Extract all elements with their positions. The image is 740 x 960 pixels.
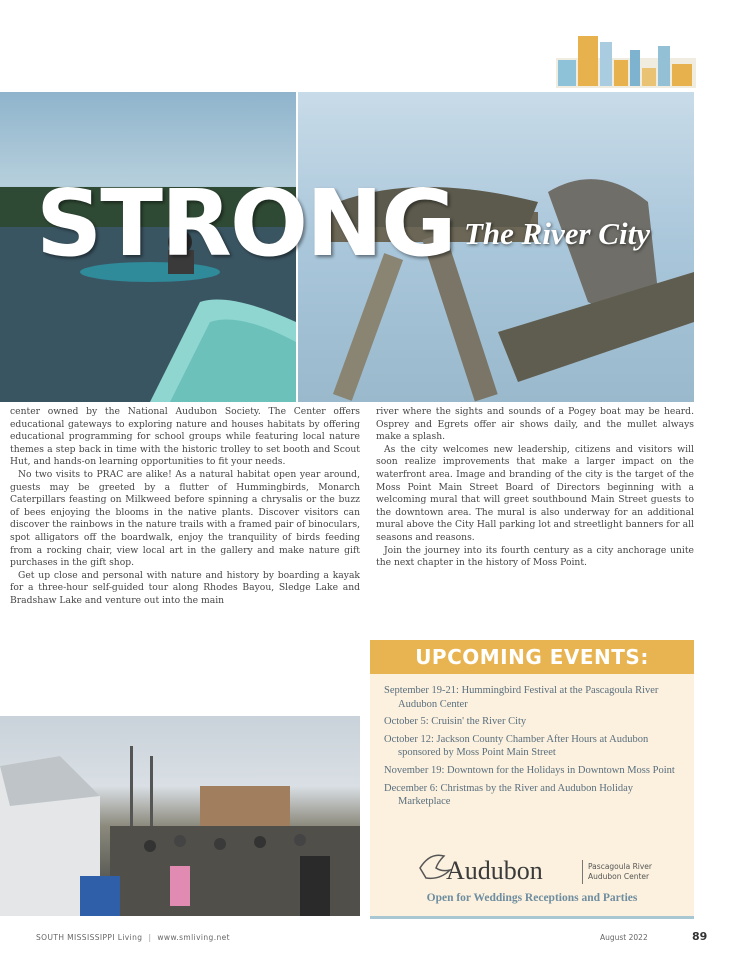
event-text: October 12: Jackson County Chamber After Hours at Audubon sponsored by Moss Point Main Street: [384, 733, 649, 759]
event-item: [384, 782, 684, 809]
article-paragraph: river where the sights and sounds of a Pogey boat may be heard. Osprey and Egrets offer air shows daily, and the mullet always make a splash.: [376, 406, 694, 443]
publication-name: SOUTH MISSISSIPPI Living: [36, 933, 143, 942]
events-tagline: Open for Weddings Receptions and Parties: [426, 892, 638, 904]
event-text: October 5: Cruisin' the River City: [384, 716, 527, 728]
upcoming-events-header: [370, 640, 694, 674]
article-paragraph: As the city welcomes new leadership, citizens and visitors will soon realize improvements that make a larger impact on the waterfront area. Image and branding of the city is the target of the Moss Point Main Street Board of Directors beginning with a welcoming mural that will greet southbound Main Street guests to the downtown area. The mural is also underway for an additional mural above the City Hall parking lot and streetlight banners for all seasons and reasons.: [376, 443, 694, 543]
footer-publication: [36, 933, 230, 942]
article-paragraph: No two visits to PRAC are alike! As a natural habitat open year around, guests may be greeted by a flutter of Hummingbirds, Monarch Caterpillars feasting on Milkweed before spinning a chrysalis or the buzz of bees enjoying the blooms in the native plants. Discover visitors can discover the rainbows in the nature trails with a framed pair of binoculars, spot alligators off the boardwalk, enjoy the tranquility of birds feeding from a rocking chair, view local art in the gallery and make nature gift purchases in the gift shop.: [10, 468, 360, 569]
article-paragraph: center owned by the National Audubon Society. The Center offers educational gateways to exploring nature and houses habitats by offering educational programming for school groups while featuring local nature themes a step back in time with the historic trolley to set booth and Scout Hut, and hands-on learning opportunities to fit your needs.: [10, 406, 360, 468]
audubon-name: Audubon: [446, 856, 543, 885]
article-right-column: [376, 406, 694, 570]
hero-title: STRONG: [36, 170, 455, 277]
event-item: [384, 715, 684, 729]
event-item: [384, 764, 684, 778]
festival-crowd-photo: [0, 716, 360, 916]
upcoming-events-box: [370, 674, 694, 919]
event-text: November 19: Downtown for the Holidays in Downtown Moss Point: [384, 764, 675, 776]
page-number: 89: [692, 930, 708, 943]
audubon-subtitle-line1: Pascagoula River: [588, 862, 653, 871]
event-text: December 6: Christmas by the River and Audubon Holiday Marketplace: [384, 782, 634, 808]
event-text: September 19-21: Hummingbird Festival at the Pascagoula River Audubon Center: [384, 685, 659, 710]
event-item: [384, 684, 684, 711]
logo-divider: [582, 860, 583, 884]
audubon-subtitle-line2: Audubon Center: [588, 872, 650, 881]
hero-banner: [0, 92, 694, 402]
footer-separator: |: [148, 933, 152, 942]
audubon-logo: [416, 846, 652, 890]
article-left-column: [10, 406, 360, 608]
skyline-logo: [556, 30, 696, 88]
events-list: [384, 684, 684, 813]
events-header-title: UPCOMING EVENTS:: [415, 645, 649, 669]
article-paragraph: Join the journey into its fourth century as a city anchorage unite the next chapter in the history of Moss Point.: [376, 544, 694, 569]
article-paragraph: Get up close and personal with nature and history by boarding a kayak for a three-hour self-guided tour along Rhodes Bayou, Sledge Lake and Bradshaw Lake and venture out into the main: [10, 569, 360, 606]
footer-date: August 2022: [600, 933, 648, 942]
website-link[interactable]: www.smliving.net: [157, 933, 230, 942]
hero-subtitle: The River City: [464, 216, 650, 251]
event-item: [384, 733, 684, 760]
